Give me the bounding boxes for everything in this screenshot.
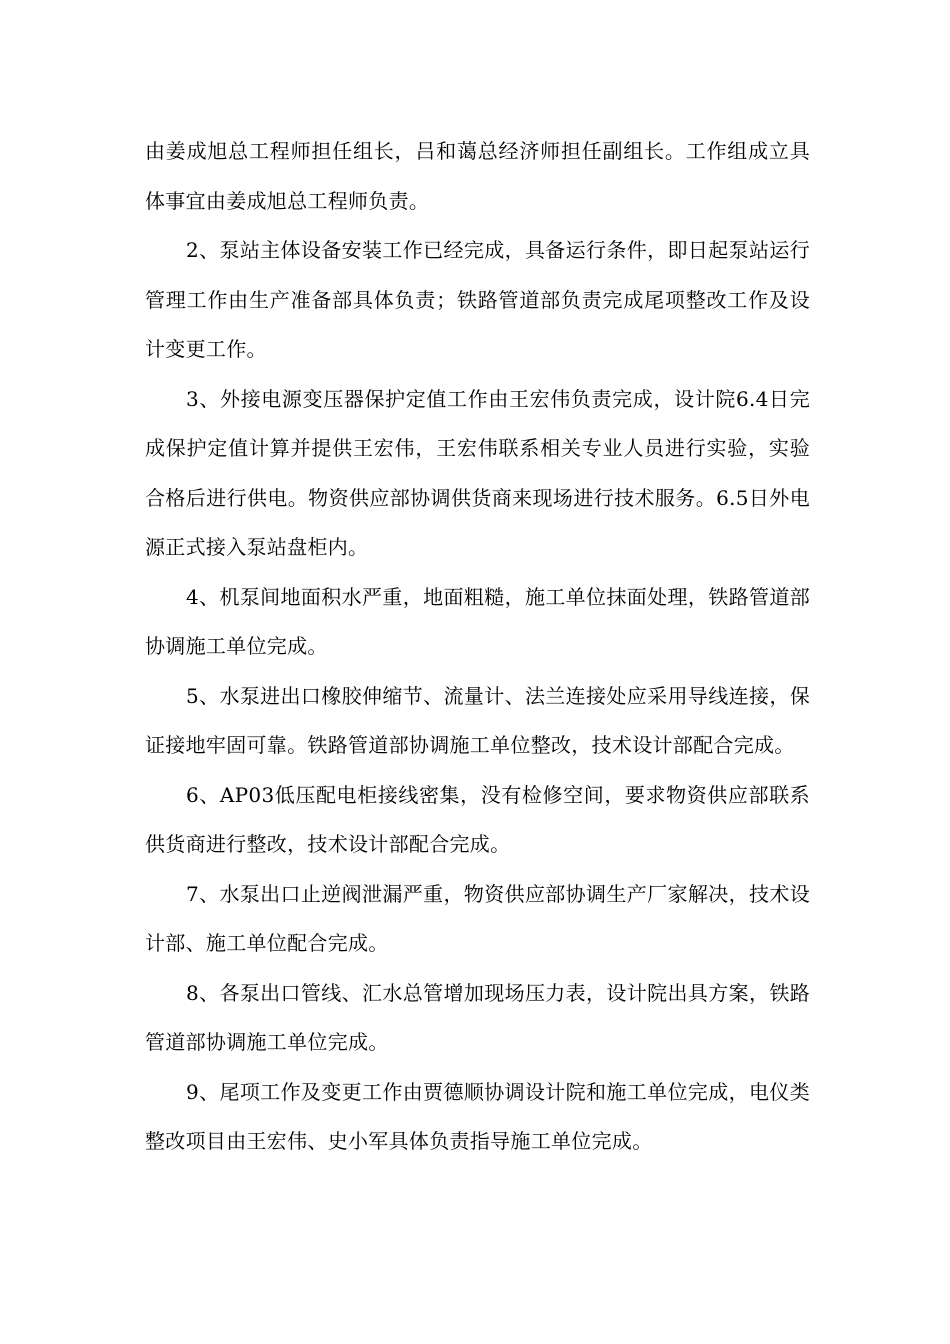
document-body: [145, 127, 810, 1167]
paragraph-item-5: 5、水泵进出口橡胶伸缩节、流量计、法兰连接处应采用导线连接，保证接地牢固可靠。铁路管道部协调施工单位整改，技术设计部配合完成。: [145, 683, 810, 757]
paragraph-item-7: 7、水泵出口止逆阀泄漏严重，物资供应部协调生产厂家解决，技术设计部、施工单位配合完成。: [145, 881, 810, 955]
paragraph-item-6: 6、AP03低压配电柜接线密集，没有检修空间，要求物资供应部联系供货商进行整改，技术设计部配合完成。: [145, 782, 810, 856]
paragraph-item-8: 8、各泵出口管线、汇水总管增加现场压力表，设计院出具方案，铁路管道部协调施工单位完成。: [145, 980, 810, 1054]
paragraph-item-3: 3、外接电源变压器保护定值工作由王宏伟负责完成，设计院6.4日完成保护定值计算并提供王宏伟，王宏伟联系相关专业人员进行实验，实验合格后进行供电。物资供应部协调供货商来现场进行技术服务。6.5日外电源正式接入泵站盘柜内。: [145, 386, 810, 559]
paragraph-item-2: 2、泵站主体设备安装工作已经完成，具备运行条件，即日起泵站运行管理工作由生产准备部具体负责；铁路管道部负责完成尾项整改工作及设计变更工作。: [145, 238, 810, 361]
paragraph-continuation: 由姜成旭总工程师担任组长，吕和蔼总经济师担任副组长。工作组成立具体事宜由姜成旭总工程师负责。: [145, 139, 810, 213]
paragraph-item-4: 4、机泵间地面积水严重，地面粗糙，施工单位抹面处理，铁路管道部协调施工单位完成。: [145, 584, 810, 658]
paragraph-item-9: 9、尾项工作及变更工作由贾德顺协调设计院和施工单位完成，电仪类整改项目由王宏伟、史小军具体负责指导施工单位完成。: [145, 1079, 810, 1153]
